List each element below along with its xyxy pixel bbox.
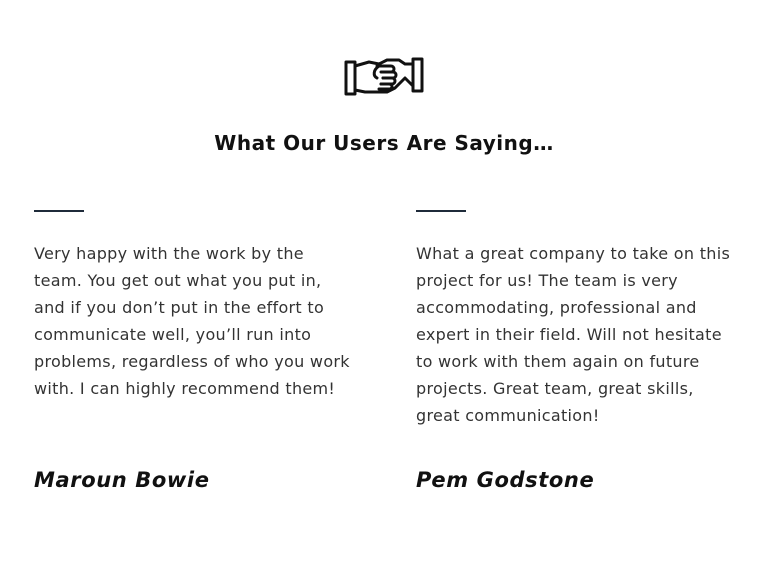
divider — [416, 210, 466, 212]
divider — [34, 210, 84, 212]
testimonial-quote: What a great company to take on this project for us! The team is very accommodating, professional and expert in their field. Will not hesitate to work with them again on future projects. Great team, great skills, great communication! — [416, 244, 731, 425]
testimonial-card — [416, 210, 736, 492]
handshake-icon — [343, 54, 425, 100]
testimonial-author: Maroun Bowie — [34, 468, 210, 492]
testimonial-author: Pem Godstone — [416, 468, 595, 492]
section-heading: What Our Users Are Saying… — [214, 131, 554, 155]
testimonial-quote: Very happy with the work by the team. You get out what you put in, and if you don’t put in the effort to communicate well, you’ll run into problems, regardless of who you work with. I can highly recommend them! — [34, 244, 350, 398]
testimonial-card — [34, 210, 354, 492]
